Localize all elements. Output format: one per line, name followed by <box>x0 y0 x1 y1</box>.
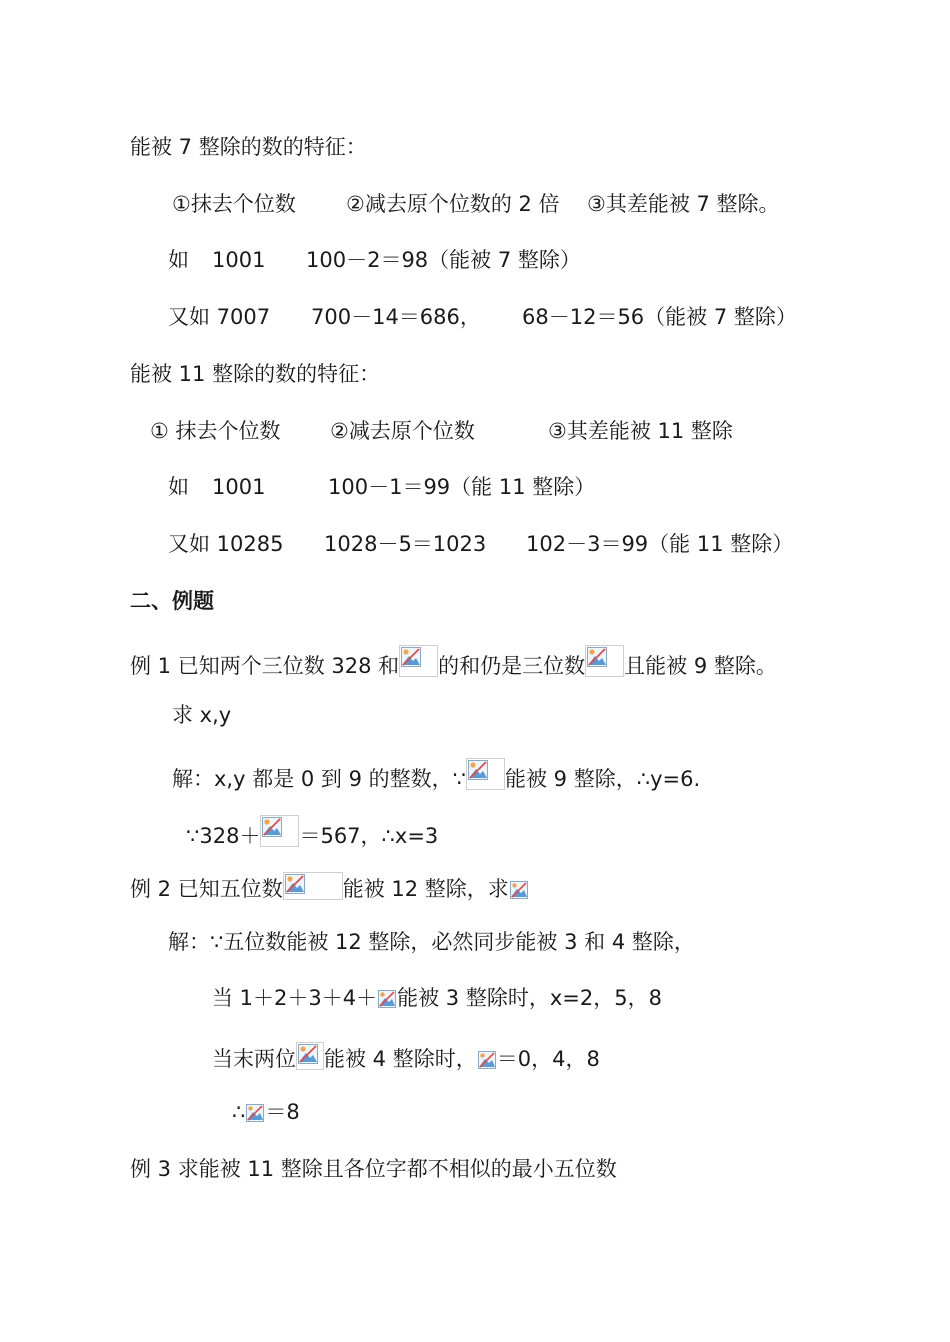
example1-sol2-text-b: ＝567，∴x=3 <box>299 824 439 848</box>
example2-sol2-text-a: 当 1＋2＋3＋4＋ <box>212 986 378 1010</box>
example1-ask: 求 x,y <box>172 703 232 727</box>
example2-sol4-text-a: ∴ <box>232 1100 246 1124</box>
rule7-step-2: ②减去原个位数的 2 倍 <box>346 192 560 216</box>
example1-sol1-text-b: 能被 9 整除，∴y=6. <box>505 767 701 791</box>
broken-image-icon <box>399 645 438 677</box>
broken-image-icon <box>509 880 529 900</box>
example1-sol1-text-a: 解：x,y 都是 0 到 9 的整数，∵ <box>172 767 466 791</box>
example1-text-a: 例 1 已知两个三位数 328 和 <box>130 654 400 678</box>
example1-text-b: 的和仍是三位数 <box>438 654 586 678</box>
rule11-step-1: ① 抹去个位数 <box>150 419 281 443</box>
rule7-example2-calc2: 68－12＝56（能被 7 整除） <box>522 305 797 329</box>
rule7-example1-number: 1001 <box>212 248 266 272</box>
rule11-title: 能被 11 整除的数的特征： <box>130 362 381 386</box>
broken-image-icon <box>283 872 343 900</box>
broken-image-icon <box>245 1103 265 1123</box>
rule11-example1-number: 1001 <box>212 475 266 499</box>
example2-solution-4 <box>232 1099 300 1125</box>
example3-line1: 例 3 求能被 11 整除且各位字都不相似的最小五位数 <box>130 1157 617 1181</box>
broken-image-icon <box>477 1050 497 1070</box>
example1-sol2-text-a: ∵328＋ <box>186 824 261 848</box>
broken-image-icon <box>377 989 397 1009</box>
rule7-example1-calc: 100－2＝98（能被 7 整除） <box>306 248 581 272</box>
rule11-step-3: ③其差能被 11 整除 <box>548 419 733 443</box>
rule7-example2-label: 又如 7007 <box>168 305 271 329</box>
rule11-step-2: ②减去原个位数 <box>330 419 475 443</box>
example2-sol3-text-b: 能被 4 整除时， <box>324 1047 477 1071</box>
example2-text-b: 能被 12 整除，求 <box>342 877 509 901</box>
example2-solution-2 <box>212 985 662 1011</box>
example2-text-a: 例 2 已知五位数 <box>130 877 283 901</box>
example2-sol2-text-b: 能被 3 整除时，x=2，5，8 <box>397 986 662 1010</box>
example2-sol4-text-b: ＝8 <box>265 1100 300 1124</box>
example1-text-c: 且能被 9 整除。 <box>624 654 777 678</box>
example1-solution-1 <box>172 758 700 792</box>
rule7-step-3: ③其差能被 7 整除。 <box>587 192 780 216</box>
rule11-example1-label: 如 <box>168 475 189 499</box>
rule7-title: 能被 7 整除的数的特征： <box>130 135 367 159</box>
example1-solution-2 <box>186 815 438 849</box>
broken-image-icon <box>296 1042 324 1070</box>
broken-image-icon <box>260 815 299 847</box>
example2-sol3-text-c: ＝0，4，8 <box>496 1047 600 1071</box>
broken-image-icon <box>466 758 505 790</box>
rule7-step-1: ①抹去个位数 <box>172 192 296 216</box>
rule7-example1-label: 如 <box>168 248 189 272</box>
example2-sol3-text-a: 当末两位 <box>212 1047 296 1071</box>
rule7-example2-calc1: 700－14＝686， <box>311 305 481 329</box>
rule11-example1-calc: 100－1＝99（能 11 整除） <box>328 475 596 499</box>
example2-line1 <box>130 872 529 902</box>
example2-solution-1: 解：∵五位数能被 12 整除，必然同步能被 3 和 4 整除， <box>168 930 695 954</box>
broken-image-icon <box>585 645 624 677</box>
example1-line1 <box>130 645 777 679</box>
rule11-example2-label: 又如 10285 <box>168 532 284 556</box>
example2-solution-3 <box>212 1042 600 1072</box>
rule11-example2-calc1: 1028－5＝1023 <box>324 532 487 556</box>
rule11-example2-calc2: 102－3＝99（能 11 整除） <box>526 532 794 556</box>
section-title: 二、例题 <box>130 589 214 613</box>
